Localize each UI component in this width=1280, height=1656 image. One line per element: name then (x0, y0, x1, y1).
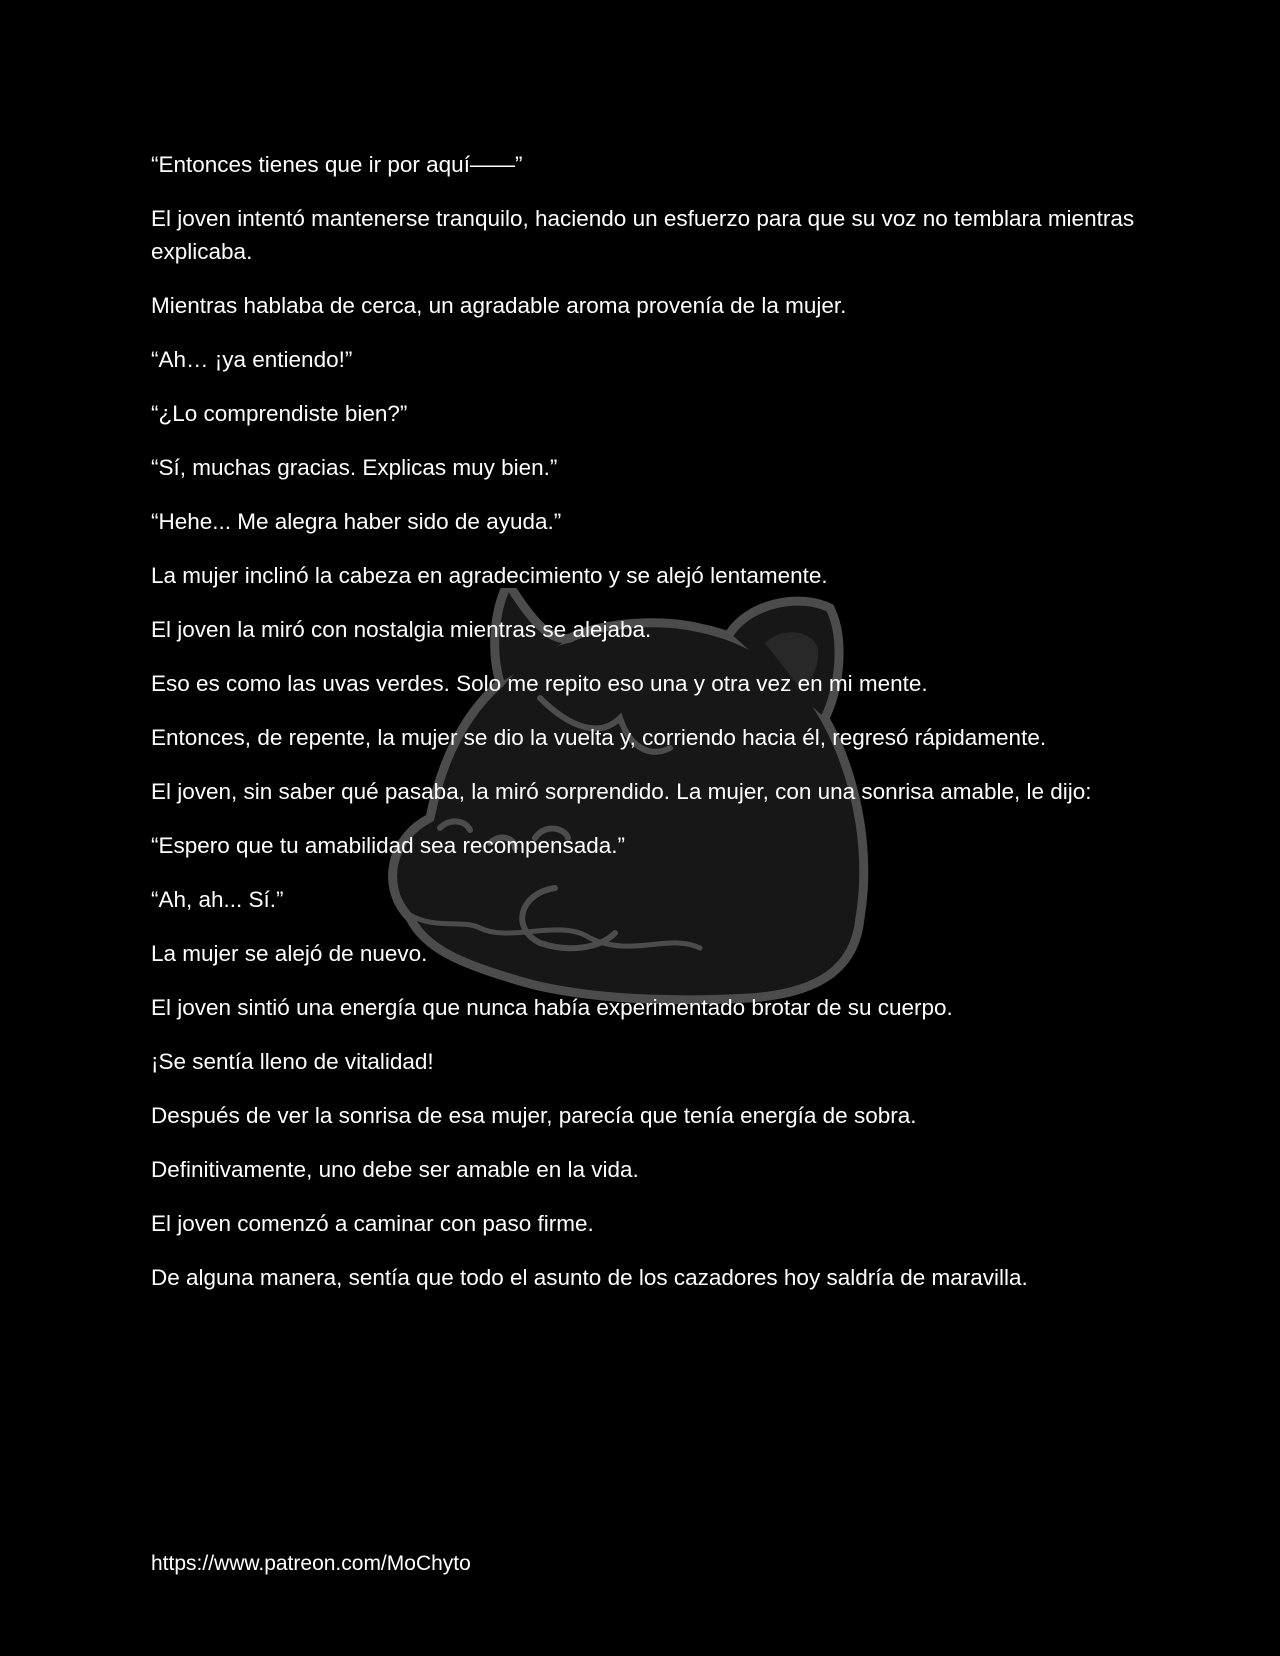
paragraph: “Entonces tienes que ir por aquí——” (151, 152, 523, 177)
paragraph: “Sí, muchas gracias. Explicas muy bien.” (151, 455, 558, 480)
paragraph: “¿Lo comprendiste bien?” (151, 401, 408, 426)
patreon-link[interactable]: https://www.patreon.com/MoChyto (151, 1552, 471, 1575)
paragraph: “Espero que tu amabilidad sea recompensada.” (151, 833, 626, 858)
paragraph: Definitivamente, uno debe ser amable en la vida. (151, 1157, 639, 1182)
story-text (151, 148, 1141, 1315)
paragraph: “Ah, ah... Sí.” (151, 887, 284, 912)
paragraph: Eso es como las uvas verdes. Solo me repito eso una y otra vez en mi mente. (151, 671, 928, 696)
paragraph: La mujer inclinó la cabeza en agradecimiento y se alejó lentamente. (151, 563, 828, 588)
paragraph: El joven sintió una energía que nunca había experimentado brotar de su cuerpo. (151, 995, 953, 1020)
paragraph: El joven, sin saber qué pasaba, la miró sorprendido. La mujer, con una sonrisa amable, le dijo: (151, 779, 1092, 804)
paragraph: El joven comenzó a caminar con paso firme. (151, 1211, 594, 1236)
paragraph: “Ah… ¡ya entiendo!” (151, 347, 353, 372)
paragraph: La mujer se alejó de nuevo. (151, 941, 428, 966)
paragraph: De alguna manera, sentía que todo el asunto de los cazadores hoy saldría de maravilla. (151, 1265, 1028, 1290)
paragraph: El joven intentó mantenerse tranquilo, haciendo un esfuerzo para que su voz no temblara mientras explicaba. (151, 206, 1135, 264)
paragraph: Mientras hablaba de cerca, un agradable aroma provenía de la mujer. (151, 293, 847, 318)
paragraph: El joven la miró con nostalgia mientras se alejaba. (151, 617, 652, 642)
paragraph: “Hehe... Me alegra haber sido de ayuda.” (151, 509, 562, 534)
paragraph: Entonces, de repente, la mujer se dio la vuelta y, corriendo hacia él, regresó rápidamente. (151, 725, 1047, 750)
paragraph: ¡Se sentía lleno de vitalidad! (151, 1049, 434, 1074)
paragraph: Después de ver la sonrisa de esa mujer, parecía que tenía energía de sobra. (151, 1103, 917, 1128)
